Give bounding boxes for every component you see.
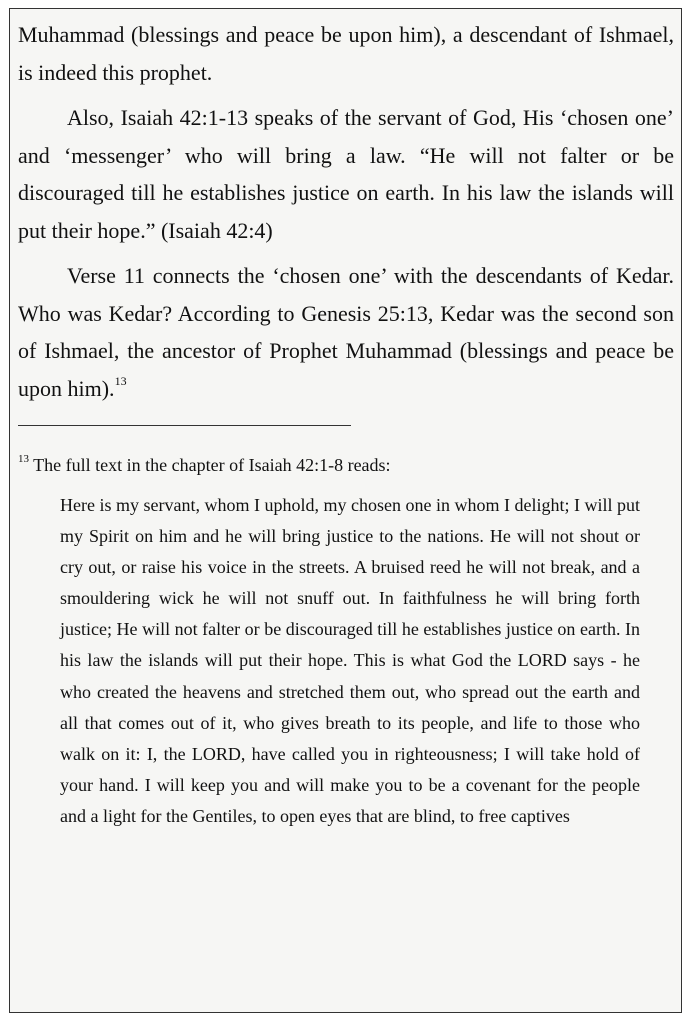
footnote-intro — [18, 452, 658, 478]
main-text — [18, 16, 674, 407]
paragraph-3 — [18, 257, 674, 407]
paragraph-1: Muhammad (blessings and peace be upon him), a descendant of Ishmael, is indeed this prophet. — [18, 22, 674, 85]
footnote-reference: 13 — [114, 374, 127, 389]
paragraph-2: Also, Isaiah 42:1-13 speaks of the servant of God, His ‘chosen one’ and ‘messenger’ who will bring a law. “He will not falter or be discouraged till he establishes justice on earth. In his law the islands will put their hope.” (Isaiah 42:4) — [18, 105, 674, 243]
footnote-number: 13 — [18, 453, 29, 465]
footnote-quote-text: Here is my servant, whom I uphold, my chosen one in whom I delight; I will put my Spirit on him and he will bring justice to the nations. He will not shout or cry out, or raise his voice in the streets. A bruised reed he will not break, and a smouldering wick he will not snuff out. In faithfulness he will bring forth justice; He will not falter or be discouraged till he establishes justice on earth. In his law the islands will put their hope. This is what God the LORD says - he who created the heavens and stretched them out, who spread out the earth and all that comes out of it, who gives breath to its people, and life to those who walk on it: I, the LORD, have called you in righteousness; I will take hold of your hand. I will keep you and will make you to be a covenant for the people and a light for the Gentiles, to open eyes that are blind, to free captives — [60, 495, 640, 826]
footnote-divider — [18, 425, 351, 426]
footnote-intro-text: The full text in the chapter of Isaiah 42:1-8 reads: — [29, 455, 391, 475]
paragraph-3-text: Verse 11 connects the ‘chosen one’ with the descendants of Kedar. Who was Kedar? According to Genesis 25:13, Kedar was the second son of Ishmael, the ancestor of Prophet Muhammad (blessings and peace be upon him). — [18, 263, 674, 401]
footnote-quote — [60, 490, 640, 832]
